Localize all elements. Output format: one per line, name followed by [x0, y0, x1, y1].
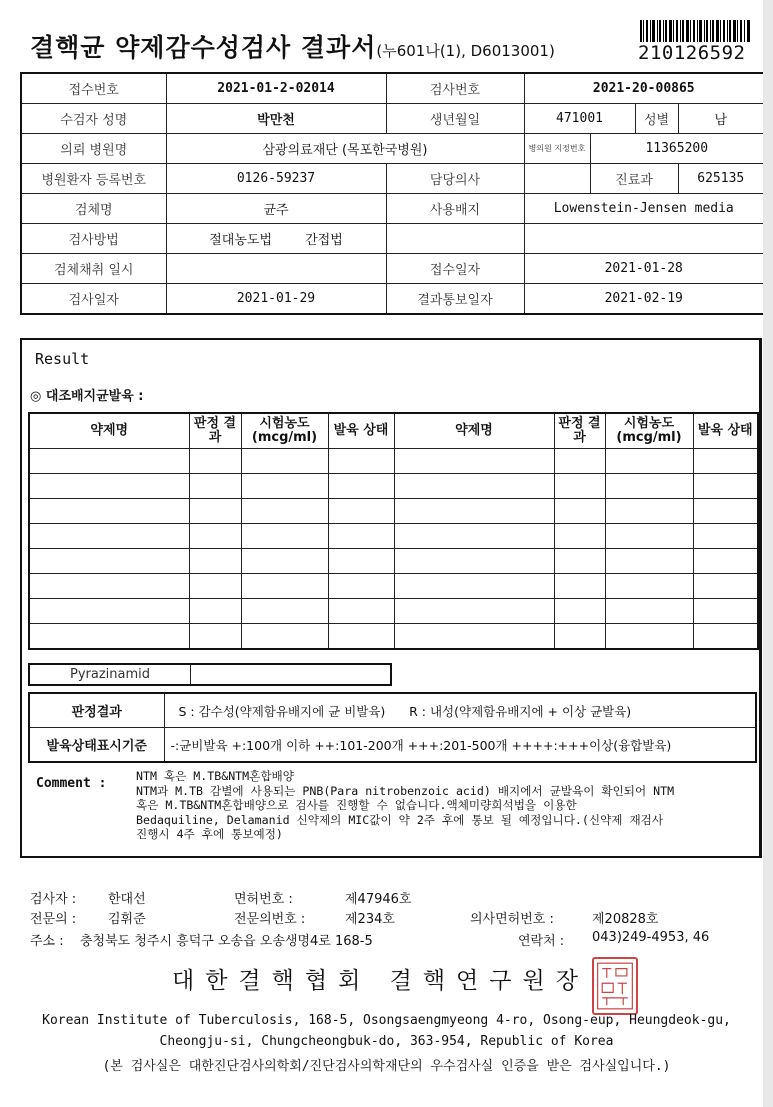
collect-date-label: 검체채취 일시 — [21, 254, 166, 284]
drug-table — [28, 412, 759, 650]
scrollbar[interactable] — [763, 0, 773, 1107]
address-en-line-1: Korean Institute of Tuberculosis, 168-5, Osongsaengmyeong 4-ro, Osong-eup, Heungdeok-gu, — [42, 1013, 731, 1028]
comment-line: Bedaquiline, Delamanid 신약제의 MIC값이 약 2주 후에 통보 될 예정입니다.(신약제 재검사 — [136, 812, 664, 827]
judge-text — [164, 693, 756, 728]
hospital-label: 의뢰 병원명 — [21, 134, 166, 164]
result-label: Result — [35, 350, 90, 368]
hospital-value: 삼광의료재단 (목포한국병원) — [166, 134, 524, 164]
comment-line: NTM과 M.TB 감별에 사용되는 PNB(Para nitrobenzoic acid) 배지에서 균발육이 확인되어 NTM — [136, 783, 675, 798]
pyrazinamid-label: Pyrazinamid — [30, 665, 191, 684]
sex-label: 성별 — [635, 104, 678, 134]
receipt-no-label: 접수번호 — [21, 73, 166, 104]
judge-s: S : 감수성(약제함유배지에 균 비발육) — [178, 703, 386, 719]
specimen-label: 검체명 — [21, 194, 166, 224]
specialist-label: 전문의 : — [30, 912, 77, 927]
reg-no: 0126-59237 — [166, 164, 386, 194]
pyrazinamid-row — [28, 663, 392, 686]
specialist-name: 김휘준 — [108, 912, 146, 927]
hospital-code: 11365200 — [590, 134, 764, 164]
dept-value: 625135 — [678, 164, 764, 194]
receipt-no: 2021-01-2-02014 — [166, 73, 386, 104]
address-en-line-2: Cheongju-si, Chungcheongbuk-do, 363-954, Republic of Korea — [159, 1034, 614, 1049]
tester-label: 검사자 : — [30, 892, 77, 907]
table-row — [29, 499, 758, 524]
title-code: (누601나(1), D6013001) — [376, 42, 555, 60]
empty-cell — [524, 224, 764, 254]
medium-label: 사용배지 — [386, 194, 524, 224]
medium-value: Lowenstein-Jensen media — [524, 194, 764, 224]
col-growth: 발육 상태 — [328, 413, 394, 449]
certification-note: (본 검사실은 대한진단검사의학회/진단검사의학재단의 우수검사실 인증을 받은 검사실입니다.) — [102, 1059, 671, 1074]
method-label: 검사방법 — [21, 224, 166, 254]
growth-text: -:균비발육 +:100개 이하 ++:101-200개 +++:201-500개 ++++:+++이상(융합발육) — [164, 728, 756, 763]
barcode-icon — [640, 20, 750, 42]
judge-label: 판정결과 — [29, 693, 164, 728]
test-date-label: 검사일자 — [21, 284, 166, 315]
method-value — [166, 224, 386, 254]
empty-cell — [386, 224, 524, 254]
judgement-legend-table — [28, 692, 757, 763]
license-label: 면허번호 : — [234, 892, 293, 907]
col-judgement-2: 판정 결과 — [554, 413, 605, 449]
report-date-label: 결과통보일자 — [386, 284, 524, 315]
organization-name: 대한결핵협회 결핵연구원장 — [172, 968, 589, 994]
specialist-no-label: 전문의번호 : — [234, 912, 306, 927]
sex-value: 남 — [678, 104, 764, 134]
comment-text — [136, 769, 746, 842]
comment-line: 혹은 M.TB&NTM혼합배양으로 검사를 진행할 수 없습니다.액체미량희석법을 이용한 — [136, 798, 577, 812]
judge-r: R : 내성(약제함유배지에 + 이상 균발육) — [409, 703, 632, 719]
patient-name-label: 수검자 성명 — [21, 104, 166, 134]
doctor-license: 제20828호 — [592, 912, 659, 927]
col-concentration-2: 시험농도 (mcg/ml) — [605, 413, 693, 449]
col-drug-name-2: 약제명 — [394, 413, 554, 449]
table-row — [29, 624, 758, 650]
tester-name: 한대선 — [108, 892, 146, 907]
growth-label: 발육상태표시기준 — [29, 728, 164, 763]
specimen-value: 균주 — [166, 194, 386, 224]
comment-line: NTM 혹은 M.TB&NTM혼합배양 — [136, 769, 294, 783]
method-1: 절대농도법 — [209, 233, 273, 248]
col-concentration: 시험농도 (mcg/ml) — [241, 413, 328, 449]
birth-label: 생년월일 — [386, 104, 524, 134]
comment-label: Comment : — [36, 776, 107, 791]
collect-date — [166, 254, 386, 284]
title-main: 결핵균 약제감수성검사 결과서 — [30, 33, 377, 62]
table-row — [29, 574, 758, 599]
license-value: 제47946호 — [345, 892, 412, 907]
test-date: 2021-01-29 — [166, 284, 386, 315]
test-no: 2021-20-00865 — [524, 73, 764, 104]
table-row — [29, 599, 758, 624]
comment-line: 진행시 4주 후에 통보예정) — [136, 827, 283, 841]
col-growth-2: 발육 상태 — [693, 413, 758, 449]
col-judgement: 판정 결과 — [189, 413, 241, 449]
test-no-label: 검사번호 — [386, 73, 524, 104]
barcode-number: 210126592 — [638, 42, 746, 64]
receive-date-label: 접수일자 — [386, 254, 524, 284]
contact-value: 043)249-4953, 46 — [592, 930, 710, 945]
method-2: 간접법 — [305, 233, 343, 248]
official-seal-icon — [592, 957, 638, 1015]
control-medium-label: ◎ 대조배지균발육 : — [30, 389, 144, 404]
table-row — [29, 549, 758, 574]
receive-date: 2021-01-28 — [524, 254, 764, 284]
table-row — [29, 524, 758, 549]
address-value: 충청북도 청주시 흥덕구 오송읍 오송생명4로 168-5 — [80, 934, 373, 949]
table-row — [29, 474, 758, 499]
report-date: 2021-02-19 — [524, 284, 764, 315]
hospital-code-label: 병의원 지정번호 — [524, 134, 590, 164]
doctor-license-label: 의사면허번호 : — [470, 912, 554, 927]
specialist-no: 제234호 — [345, 912, 395, 927]
patient-name: 박만천 — [166, 104, 386, 134]
patient-info-table — [20, 72, 765, 315]
dept-label: 진료과 — [590, 164, 678, 194]
doctor-label: 담당의사 — [386, 164, 524, 194]
doctor-value — [524, 164, 590, 194]
reg-no-label: 병원환자 등록번호 — [21, 164, 166, 194]
birth-value: 471001 — [524, 104, 635, 134]
document-title — [30, 28, 555, 64]
col-drug-name: 약제명 — [29, 413, 189, 449]
table-row — [29, 449, 758, 474]
address-label: 주소 : — [30, 934, 64, 949]
contact-label: 연락처 : — [518, 934, 565, 949]
